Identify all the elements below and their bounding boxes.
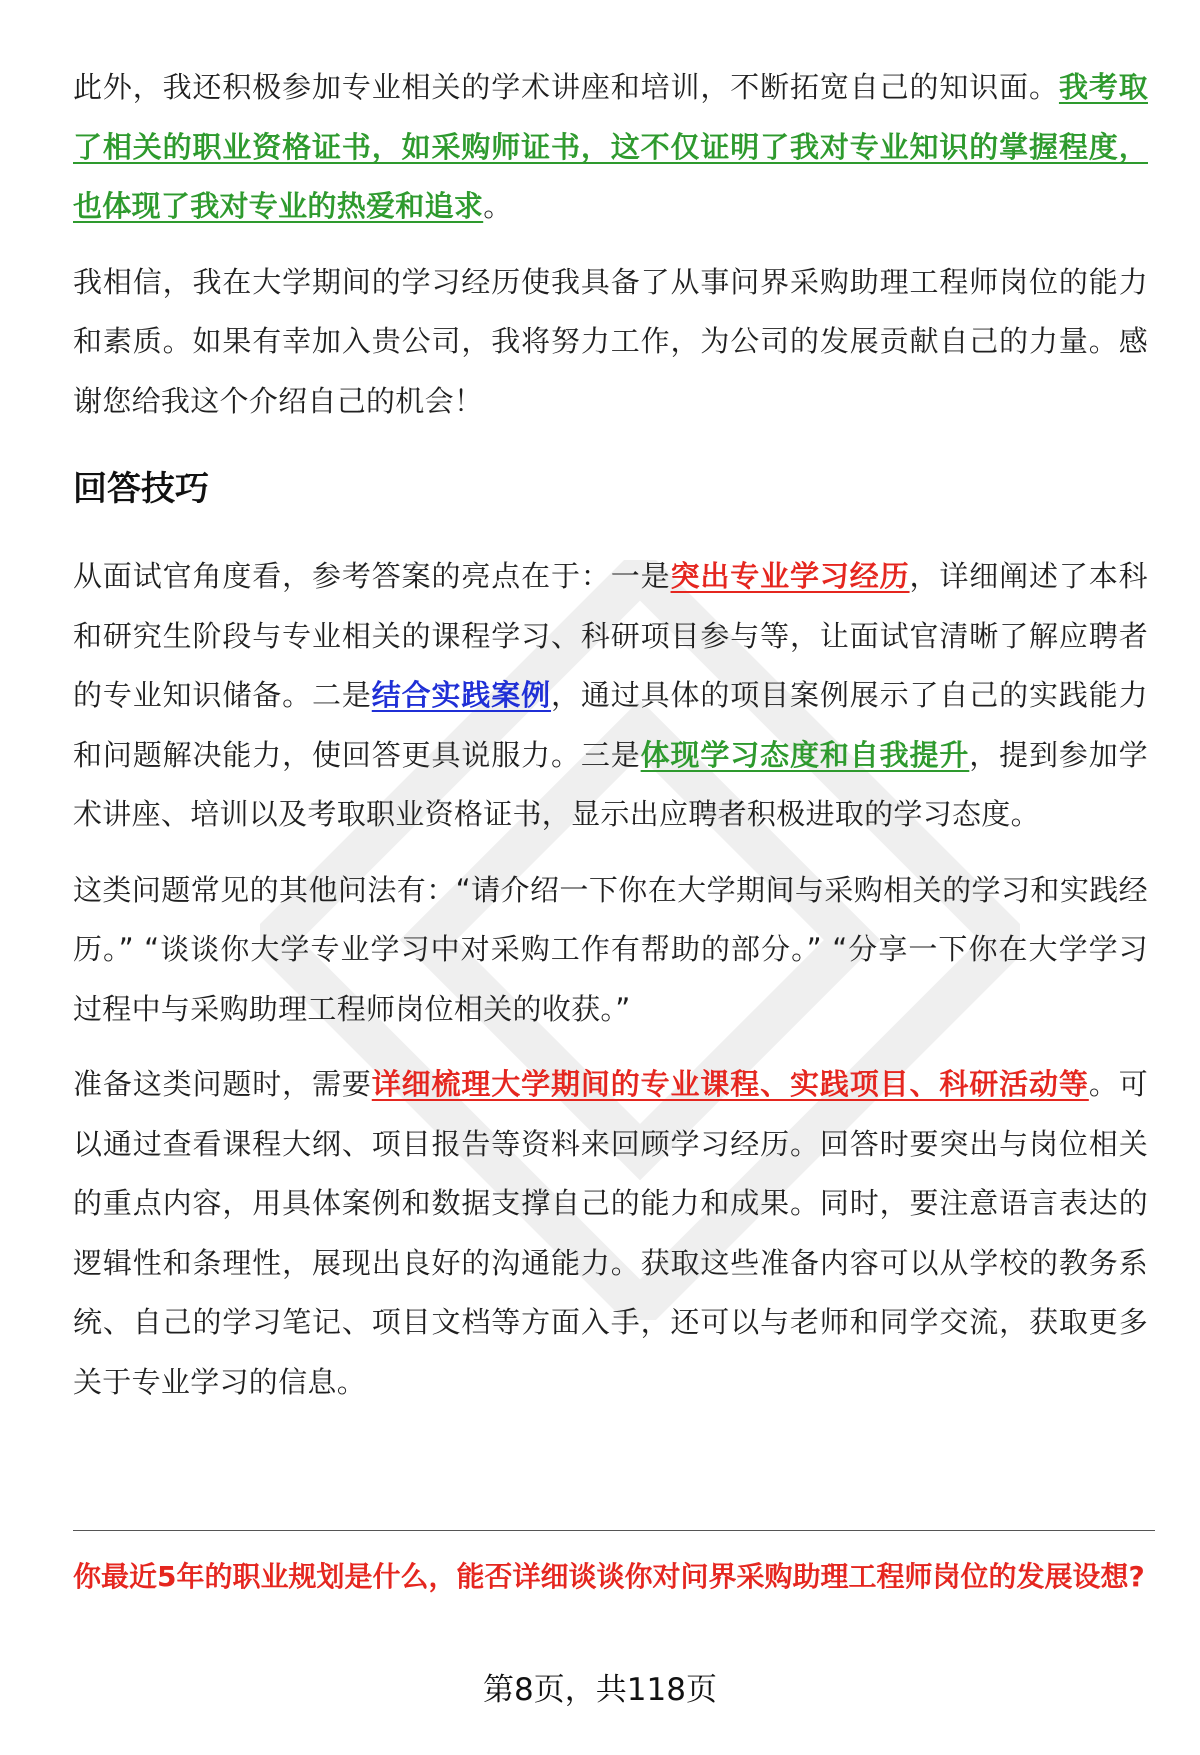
paragraph-text: ，通过具体的项目案例展示了自己的实践能力和问题解决能力，使回答更具说服力。三是: [73, 678, 1148, 772]
highlight-review-courses: 详细梳理大学期间的专业课程、实践项目、科研活动等: [371, 1067, 1089, 1101]
document-body: [73, 58, 1148, 1412]
paragraph-text: ，详细阐述了本科和研究生阶段与专业相关的课程学习、科研项目参与等，让面试官清晰了解应聘者的专业知识储备。二是: [73, 559, 1148, 712]
paragraph-text: 准备这类问题时，需要: [73, 1067, 372, 1101]
paragraph-alternative-questions: 这类问题常见的其他问法有：“请介绍一下你在大学期间与采购相关的学习和实践经历。” “谈谈你大学专业学习中对采购工作有帮助的部分。” “分享一下你在大学学习过程中与采购助理工程师岗位相关的收获。”: [73, 872, 1148, 1026]
paragraph-conclusion: 我相信，我在大学期间的学习经历使我具备了从事问界采购助理工程师岗位的能力和素质。如果有幸加入贵公司，我将努力工作，为公司的发展贡献自己的力量。感谢您给我这个介绍自己的机会！: [73, 264, 1148, 418]
paragraph-certificates: [73, 58, 1148, 237]
paragraph-text: 此外，我还积极参加专业相关的学术讲座和培训，不断拓宽自己的知识面。: [73, 70, 1059, 104]
paragraph-text: 。: [483, 189, 513, 223]
page-number: 第8页，共118页: [483, 1672, 717, 1708]
highlight-certificates: 我考取了相关的职业资格证书，如采购师证书，这不仅证明了我对专业知识的掌握程度，也体现了我对专业的热爱和追求: [73, 70, 1148, 223]
paragraph-tips: [73, 547, 1148, 845]
paragraph-text: 。可以通过查看课程大纲、项目报告等资料来回顾学习经历。回答时要突出与岗位相关的重点内容，用具体案例和数据支撑自己的能力和成果。同时，要注意语言表达的逻辑性和条理性，展现出良好的沟通能力。获取这些准备内容可以从学校的教务系统、自己的学习笔记、项目文档等方面入手，还可以与老师和同学交流，获取更多关于专业学习的信息。: [73, 1067, 1148, 1399]
section-heading: 回答技巧: [73, 469, 209, 509]
next-question-title: 你最近5年的职业规划是什么，能否详细谈谈你对问界采购助理工程师岗位的发展设想?: [73, 1560, 1145, 1593]
highlight-learning-attitude: 体现学习态度和自我提升: [640, 737, 970, 772]
paragraph-preparation: [73, 1055, 1148, 1412]
highlight-practice-cases: 结合实践案例: [371, 678, 552, 712]
section-divider: [73, 1530, 1155, 1531]
paragraph-text: ，提到参加学术讲座、培训以及考取职业资格证书，显示出应聘者积极进取的学习态度。: [73, 737, 1148, 831]
highlight-study-experience: 突出专业学习经历: [670, 559, 910, 593]
paragraph-text: 从面试官角度看，参考答案的亮点在于：一是: [73, 559, 671, 593]
